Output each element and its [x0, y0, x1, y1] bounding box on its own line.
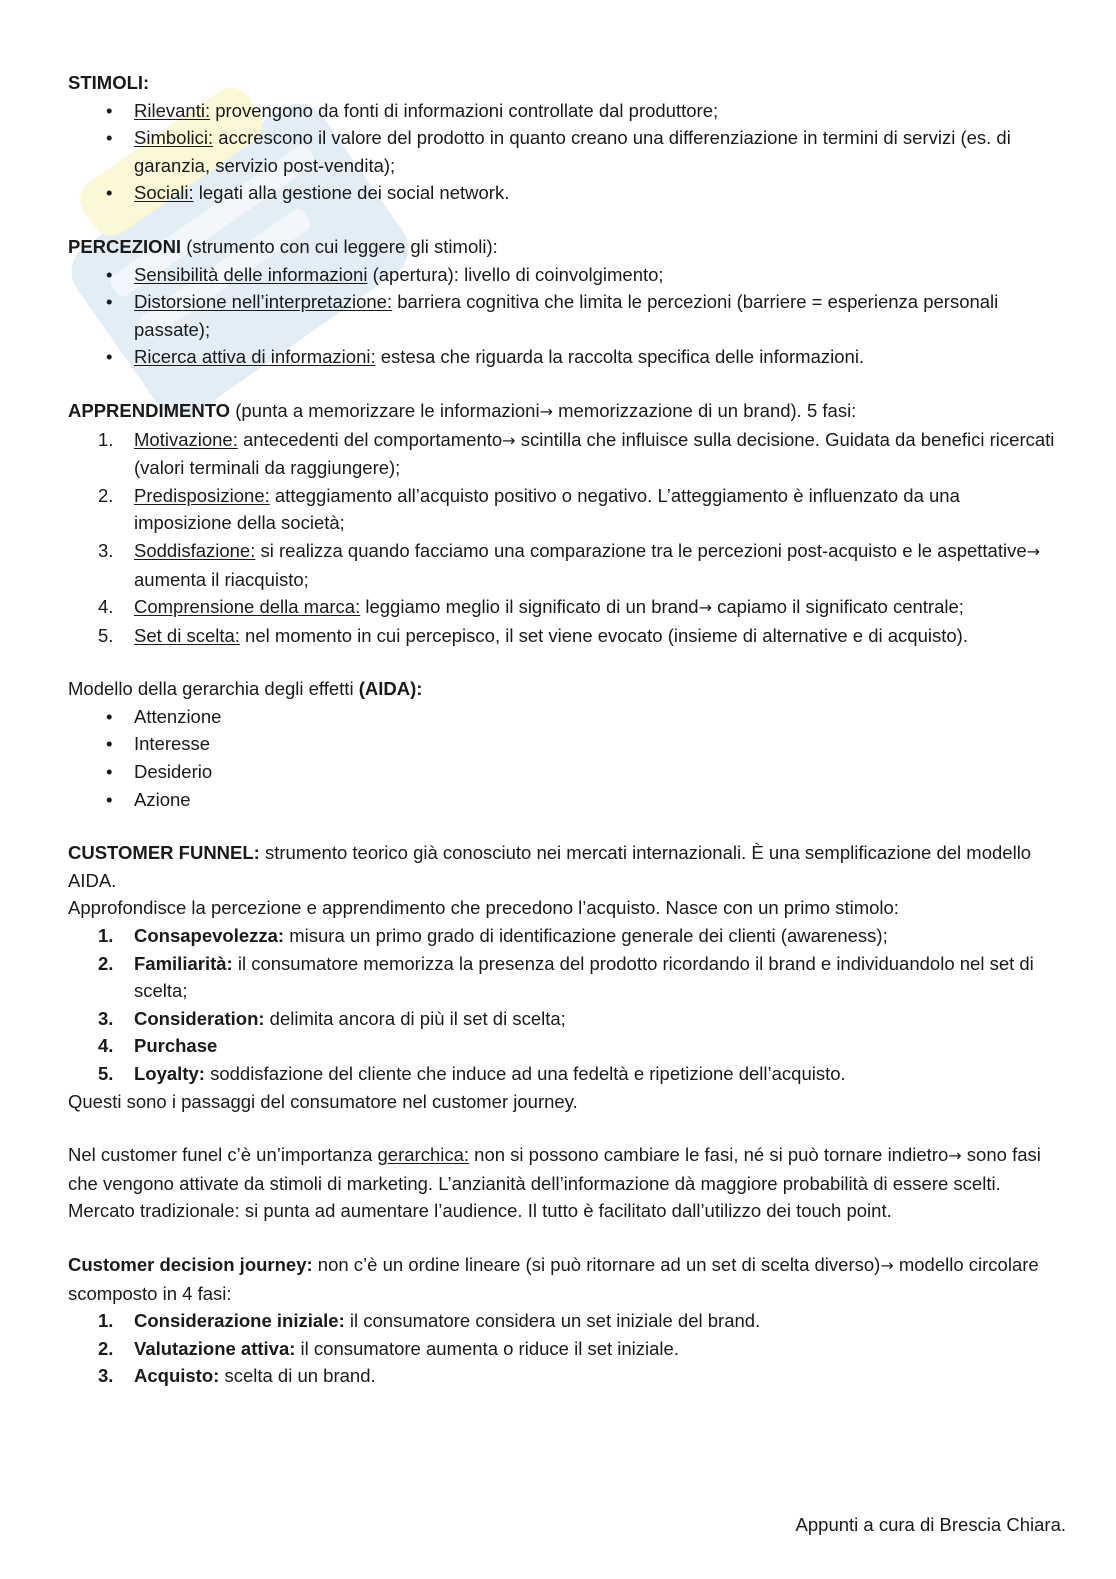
list-item: • Sociali: legati alla gestione dei social network. [106, 182, 510, 204]
document-page [68, 69, 1058, 1416]
section-heading: APPRENDIMENTO [68, 399, 231, 421]
list-item: 3. Consideration: delimita ancora di più il set di scelta; [98, 1007, 566, 1029]
arrow-icon: → [1026, 541, 1041, 561]
arrow-icon: → [880, 1255, 894, 1275]
bullet-list [68, 703, 1058, 813]
section-apprendimento: APPRENDIMENTO (punta a memorizzare le informazioni→ memorizzazione di un brand). 5 fasi: 1. Motivazione: antecedenti del comportamento→ scintilla che influisce sulla decisione. Guidata da benefici ricercati (valori terminali da raggiungere); 2. Predisposizione: atteggiamento all’acquisto positivo o negativo. L’atteggiamento è influenzato da una imposizione della società; 3. Soddisfazione: si realizza quando facciamo una comparazione tra le percezioni post-acquisto e le aspettative→ aumenta il riacquisto; 4. Comprensione della marca: leggiamo meglio il significato di un brand→ capiamo il significato centrale; 5. Set di scelta: nel momento in cui percepisco, il set viene evocato (insieme di alternative e di acquisto). [68, 397, 1058, 649]
section-gerarchia: Nel customer funel c’è un’importanza gerarchica: non si possono cambiare le fasi, né si può tornare indietro→ sono fasi che vengono attivate da stimoli di marketing. L’anzianità dell’informazione dà maggiore probabilità di essere scelti. Mercato tradizionale: si punta ad aumentare l’audience. Il tutto è facilitato dall’utilizzo dei touch point. [68, 1144, 1041, 1222]
section-customer-funnel: CUSTOMER FUNNEL: strumento teorico già conosciuto nei mercati internazionali. È una semplificazione del modello AIDA. Approfondisce la percezione e apprendimento che precedono l’acquisto. Nasce con un primo stimolo: 1. Consapevolezza: misura un primo grado di identificazione generale dei clienti (awareness); 2. Familiarità: il consumatore memorizza la presenza del prodotto ricordando il brand e individuandolo nel set di scelta; 3. Consideration: delimita ancora di più il set di scelta; 4. Purchase 5. Loyalty: soddisfazione del cliente che induce ad una fedeltà e ripetizione dell’acquisto. Questi sono i passaggi del consumatore nel customer journey. [68, 839, 1058, 1115]
section-heading: PERCEZIONI [68, 235, 182, 257]
list-item: 1. Consapevolezza: misura un primo grado di identificazione generale dei clienti (awareness); [98, 925, 888, 947]
section-heading: CUSTOMER FUNNEL: [68, 842, 260, 864]
list-item: 1. Considerazione iniziale: il consumatore considera un set iniziale del brand. [98, 1310, 761, 1332]
list-item: • Azione [106, 788, 191, 810]
section-aida: Modello della gerarchia degli effetti (AIDA): • Attenzione • Interesse • Desiderio • Azione [68, 675, 1058, 813]
list-item: 3. Acquisto: scelta di un brand. [98, 1365, 376, 1387]
section-stimoli [68, 69, 1058, 207]
section-heading: Customer decision journey: [68, 1253, 313, 1275]
arrow-icon: → [948, 1146, 962, 1166]
section-heading: STIMOLI: [68, 72, 150, 93]
numbered-list [68, 922, 1058, 1088]
list-item: • Interesse [106, 733, 211, 755]
numbered-list [68, 1307, 1058, 1390]
section-percezioni: PERCEZIONI (strumento con cui leggere gli stimoli): • Sensibilità delle informazioni (apertura): livello di coinvolgimento; • Distorsione nell’interpretazione: barriera cognitiva che limita le percezioni (barriere = esperienza personali passate); • Ricerca attiva di informazioni: estesa che riguarda la raccolta specifica delle informazioni. [68, 233, 1058, 371]
arrow-icon: → [698, 598, 712, 618]
list-item: • Distorsione nell’interpretazione: barriera cognitiva che limita le percezioni (barriere = esperienza personali passate); [106, 291, 999, 340]
list-item: 2. Predisposizione: atteggiamento all’acquisto positivo o negativo. L’atteggiamento è influenzato da una imposizione della società; [98, 484, 960, 534]
list-item: 5. Loyalty: soddisfazione del cliente che induce ad una fedeltà e ripetizione dell’acquisto. [98, 1063, 846, 1084]
list-item: • Attenzione [106, 705, 222, 727]
list-item: • Simbolici: accrescono il valore del prodotto in quanto creano una differenziazione in termini di servizi (es. di garanzia, servizio post-vendita); [106, 127, 1011, 176]
page-footer: Appunti a cura di Brescia Chiara. [795, 1514, 1066, 1535]
arrow-icon: → [539, 401, 553, 421]
list-item: 4. Comprensione della marca: leggiamo meglio il significato di un brand→ capiamo il significato centrale; [98, 596, 964, 618]
list-item: 3. Soddisfazione: si realizza quando facciamo una comparazione tra le percezioni post-acquisto e le aspettative→ aumenta il riacquisto; [98, 539, 1041, 590]
list-item: • Ricerca attiva di informazioni: estesa che riguarda la raccolta specifica delle informazioni. [106, 346, 865, 368]
list-item: • Rilevanti: provengono da fonti di informazioni controllate dal produttore; [106, 99, 719, 121]
list-item: • Sensibilità delle informazioni (apertura): livello di coinvolgimento; [106, 263, 664, 285]
list-item: 4. Purchase [98, 1035, 218, 1057]
section-customer-decision-journey: Customer decision journey: non c’è un ordine lineare (si può ritornare ad un set di scelta diverso)→ modello circolare scomposto in 4 fasi: 1. Considerazione iniziale: il consumatore considera un set iniziale del brand. 2. Valutazione attiva: il consumatore aumenta o riduce il set iniziale. 3. Acquisto: scelta di un brand. [68, 1251, 1058, 1390]
list-item: 2. Familiarità: il consumatore memorizza la presenza del prodotto ricordando il brand e individuandolo nel set di scelta; [98, 952, 1034, 1002]
arrow-icon: → [502, 430, 516, 450]
list-item: • Desiderio [106, 761, 213, 783]
list-item: 2. Valutazione attiva: il consumatore aumenta o riduce il set iniziale. [98, 1337, 679, 1359]
bullet-list [68, 261, 1058, 371]
list-item: 5. Set di scelta: nel momento in cui percepisco, il set viene evocato (insieme di alternative e di acquisto). [98, 624, 968, 646]
numbered-list [68, 426, 1058, 650]
bullet-list [68, 97, 1058, 207]
list-item: 1. Motivazione: antecedenti del comportamento→ scintilla che influisce sulla decisione. Guidata da benefici ricercati (valori terminali da raggiungere); [98, 428, 1055, 479]
